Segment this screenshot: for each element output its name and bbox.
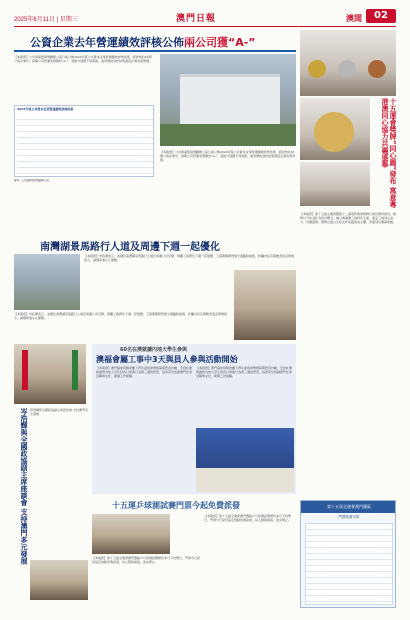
left-column-text: 岑浩輝與全國政協副主席座談會 支持澳門多元發展 xyxy=(30,408,88,417)
training-body-right: 【本報訊】澳門福建同鄉會屬下青年委員會舉辦暑期實習計劃，安排在澳就讀的內地大學生到各行業進行為期三週的實習，協助學生認識澳門社會及職場文化，累積工作經驗。 xyxy=(196,366,293,379)
results-table-title: 2024年度公共資本企業營運績效評核結果 xyxy=(17,107,74,111)
table-tennis-body-right: 【本報訊】第十五屆全運會澳門賽區乒乓球測試賽將於本月下旬舉行，門票今日起於指定地點免費派發，每人限取兩張，派完即止。 xyxy=(204,514,292,523)
training-headline: 澳福會屬工事中3天與員人參與活動開始 xyxy=(96,355,238,364)
table-tennis-body-left: 【本報訊】第十五屆全運會澳門賽區乒乓球測試賽將於本月下旬舉行，門票今日起於指定地點免費派發，每人限取兩張，派完即止。 xyxy=(92,556,200,565)
masthead-rule xyxy=(14,26,396,27)
medal-closeup-photo xyxy=(300,98,370,160)
main-headline xyxy=(30,34,330,50)
main-lead-text: 【本報訊】公共資產監督規劃辦公室日前公佈2024年度公共資本企業營運績效評核結果。經評核的13間公資企業中，兩間公司營運表現獲評“A-”，其餘分別獲不同等級，當局將按評核結果督促企業改善管理。 xyxy=(14,55,153,64)
participants-row xyxy=(196,468,294,492)
gold-medal xyxy=(308,60,326,78)
headline-underline xyxy=(14,50,296,52)
lake-photo-right xyxy=(234,270,296,340)
ticket-ad-title: 第十五屆全運會澳門賽區 xyxy=(301,501,396,513)
left-vertical-headline: 岑浩輝與全國政協副主席座談會 支持澳門多元發展 xyxy=(20,408,28,565)
lake-headline: 南灣湖景馬路行人道及周邊下週一起優化 xyxy=(40,242,220,253)
main-body-text: 【本報訊】公共資產監督規劃辦公室日前公佈2024年度公共資本企業營運績效評核結果。經評核的13間公資企業中，兩間公司營運表現獲評“A-”，其餘分別獲不同等級，當局將按評核結果督促企業改善管理。 xyxy=(160,150,296,163)
tree-line xyxy=(160,124,296,146)
meeting-photo xyxy=(14,344,86,404)
group-photo xyxy=(30,560,88,600)
issue-date: 2025年6月11日 | 星期三 xyxy=(14,17,78,23)
ticket-ad-subtitle: 門票派發安排 xyxy=(338,515,360,519)
lake-body-text: 【本報訊】市政署表示，為優化南灣湖景馬路行人道及周邊公共空間，相關工程將於下週一起展開，工程期間將實施交通臨時措施，呼籲市民及駕駛者留意現場指示，減慢車速小心駕駛。 xyxy=(84,254,295,263)
bronze-medal xyxy=(368,60,386,78)
ticket-ad-box xyxy=(300,500,396,608)
medal-back-photo xyxy=(300,162,370,206)
page-number: 02 xyxy=(366,9,396,23)
silver-medal xyxy=(338,60,356,78)
sidebar-body-text: 【本報訊】第十五屆全運會暨第十二屆殘特奧會獎牌日前於廣州發布，獎牌以“同心圓”為設計概念，融合粵港澳三地特色元素，寓意三地同心協力、共襄盛舉。獎牌正面以火炬及祥雲圖案為主體，背面刻有賽事會徽。 xyxy=(300,212,396,225)
results-table xyxy=(14,105,154,177)
training-kicker: 60名在澳就讀內地大學生參與 xyxy=(120,347,187,352)
medals-photo xyxy=(300,30,396,96)
ticket-ad-table xyxy=(305,523,393,605)
main-headline-part-c: “A-” xyxy=(228,36,256,49)
training-photo xyxy=(196,428,294,492)
building-photo xyxy=(160,54,296,146)
flag-right xyxy=(72,350,78,390)
training-body-left: 【本報訊】澳門福建同鄉會屬下青年委員會舉辦暑期實習計劃，安排在澳就讀的內地大學生到各行業進行為期三週的實習，協助學生認識澳門社會及職場文化，累積工作經驗。 xyxy=(96,366,192,379)
medal-closeup xyxy=(314,112,354,152)
main-headline-part-b: 兩公司獲 xyxy=(184,36,228,49)
building-facade xyxy=(180,74,280,124)
main-headline-part-a: 公資企業去年營運績效評核公佈 xyxy=(30,36,184,49)
results-table-caption: 資料：公共資產監督規劃辦公室 xyxy=(14,179,50,182)
newspaper-name: 澳門日報 xyxy=(176,14,217,24)
sidebar-headline: 十五運會獎牌“同心圓”發布 寓意粵港澳同心協力共襄盛舉 xyxy=(381,98,397,208)
lake-body-text-2: 【本報訊】市政署表示，為優化南灣湖景馬路行人道及周邊公共空間，相關工程將於下週一起展開，工程期間將實施交通臨時措施，呼籲市民及駕駛者留意現場指示，減慢車速小心駕駛。 xyxy=(14,312,228,321)
section-name: 澳聞 xyxy=(346,14,362,23)
flag-left xyxy=(22,350,28,390)
results-table-rows xyxy=(17,114,153,174)
table-tennis-photo xyxy=(92,514,170,554)
lake-photo-left xyxy=(14,254,80,310)
table-tennis-headline: 十五運乒球測試賽門票今起免費派發 xyxy=(112,501,240,510)
